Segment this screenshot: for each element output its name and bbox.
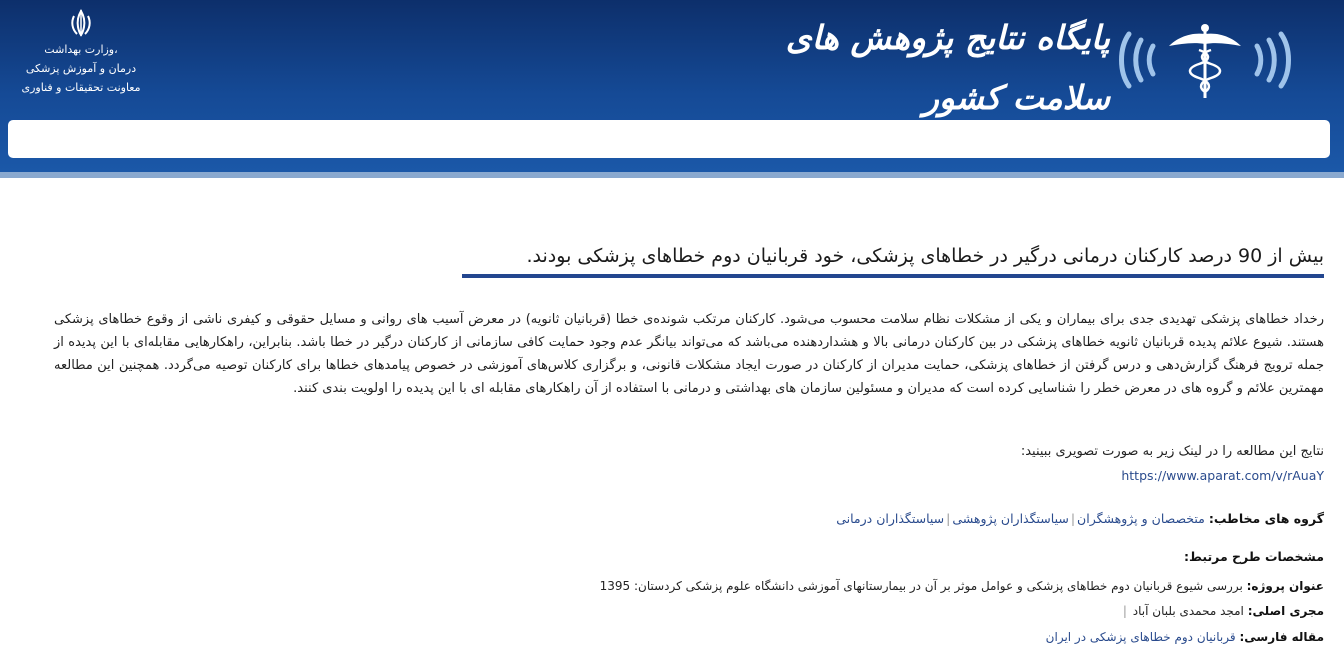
caduceus-logo-icon[interactable] (1115, 20, 1295, 102)
audience-separator: | (1070, 511, 1076, 526)
aparat-video-link[interactable]: https://www.aparat.com/v/rAuaY (1121, 468, 1324, 483)
ministry-line-1: وزارت بهداشت، (44, 43, 118, 56)
results-intro: نتایج این مطالعه را در لینک زیر به صورت تصویری ببینید: (1020, 444, 1324, 459)
persian-paper-field (324, 627, 1324, 647)
paper-label: مقاله فارسی: (1239, 630, 1324, 644)
iran-emblem-icon (66, 8, 96, 38)
ministry-line-3: معاونت تحقیقات و فناوری (21, 81, 141, 94)
ministry-line-2: درمان و آموزش پزشکی (25, 62, 137, 75)
ministry-block[interactable] (8, 8, 154, 97)
executor-label: مجری اصلی: (1247, 604, 1324, 618)
article-body: رخداد خطاهای پزشکی تهدیدی جدی برای بیماران و یکی از مشکلات نظام سلامت محسوب می‌شود. کارکنان مرتکب شونده‌ی خطا (قربانیان ثانویه) در معرض آسیب های روانی و مسایل حقوقی و کیفری ناشی از وقوع خطاهای پزشکی هستند. شیوع علائم پدیده قربانیان ثانویه خطاهای پزشکی در بین کارکنان درمانی بالا و هشداردهنده می‌باشد که می‌تواند بیانگر عدم وجود حمایت کافی سازمانی از کارکنان درگیر در خطا باشد. بنابراین، راهکارهایی مقابله‌ای با این پدیده از جمله ترویج فرهنگ گزارش‌دهی و درس گرفتن از خطاهای پزشکی، حمایت مدیران از کارکنان در صورت ایجاد مشکلات قانونی، و برگزاری کلاس‌های آموزشی در خصوص پیامدهای خطاها برای کارکنان توصیه می‌گردد. همچنین این مطالعه مهمترین علائم و گروه های در معرض خطر را شناسایی کرده است که مدیران و مسئولین سازمان های بهداشتی و درمانی با استفاده از آن راهکارهای مقابله ای با این پدیده را اولویت بندی کنند. (54, 312, 1324, 396)
site-header (0, 0, 1344, 178)
project-value: بررسی شیوع قربانیان دوم خطاهای پزشکی و عوامل موثر بر آن در بیمارستانهای آموزشی دانشگاه علوم پزشکی کردستان: 1395 (599, 579, 1243, 593)
project-title-field (324, 576, 1324, 596)
audience-clinical-policymakers[interactable]: سیاستگذاران درمانی (836, 511, 945, 526)
executor-field (324, 601, 1324, 621)
executor-separator: | (1122, 604, 1127, 618)
audience-research-policymakers[interactable]: سیاستگذاران پژوهشی (952, 511, 1069, 526)
project-label: عنوان پروژه: (1246, 579, 1324, 593)
audience-groups (424, 508, 1324, 530)
truncated-content (24, 654, 1324, 660)
article-content (0, 178, 1344, 660)
executor-value: امجد محمدی بلبان آباد (1132, 604, 1244, 618)
persian-paper-link[interactable]: قربانیان دوم خطاهای پزشکی در ایران (1045, 630, 1236, 644)
audience-separator: | (946, 511, 951, 526)
site-title[interactable]: پایگاه نتایج پژوهش های سلامت کشور (785, 18, 1110, 117)
related-project-title: مشخصات طرح مرتبط: (1184, 549, 1324, 564)
navigation-bar (8, 120, 1330, 158)
audience-researchers[interactable]: متخصصان و پژوهشگران (1077, 511, 1205, 526)
article-headline: بیش از 90 درصد کارکنان درمانی درگیر در خطاهای پزشکی، خود قربانیان دوم خطاهای پزشکی بودند. (462, 240, 1324, 278)
audience-label: گروه های مخاطب: (1208, 511, 1324, 526)
